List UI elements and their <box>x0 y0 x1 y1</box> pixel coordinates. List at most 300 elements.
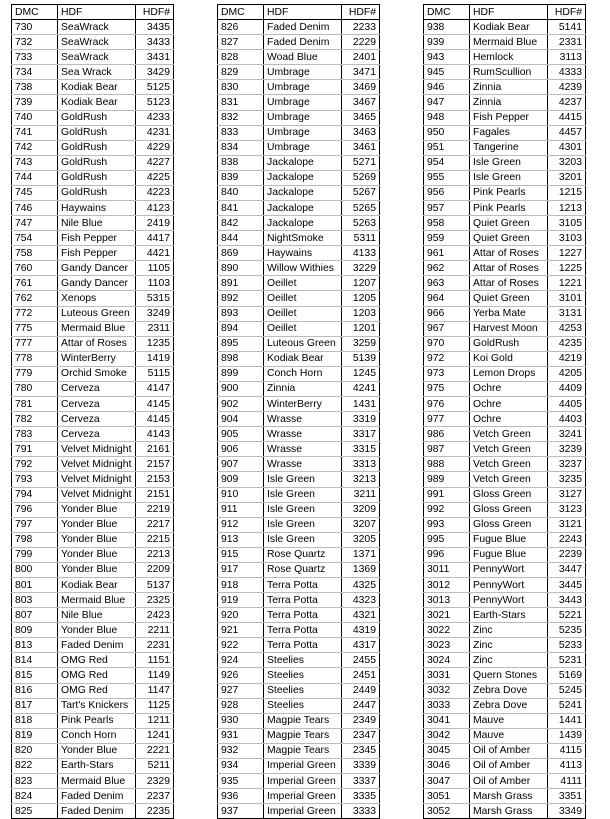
hdf-number: 4417 <box>136 231 174 246</box>
conversion-table-2 <box>217 4 380 819</box>
hdf-name: Ochre <box>470 412 548 427</box>
hdf-number: 4323 <box>342 593 380 608</box>
hdf-name: Wrasse <box>264 427 342 442</box>
header-row <box>218 5 380 20</box>
hdf-number: 2161 <box>136 442 174 457</box>
dmc-code: 924 <box>218 653 264 668</box>
hdf-name: Gandy Dancer <box>58 276 136 291</box>
table-row <box>218 65 380 80</box>
hdf-name: Terra Potta <box>264 577 342 592</box>
hdf-name: Isle Green <box>470 170 548 185</box>
hdf-number: 1215 <box>548 185 586 200</box>
hdf-number: 5315 <box>136 291 174 306</box>
dmc-code: 3042 <box>424 728 470 743</box>
hdf-number: 3123 <box>548 502 586 517</box>
hdf-name: Zinnia <box>470 80 548 95</box>
hdf-name: Wrasse <box>264 412 342 427</box>
hdf-name: Marsh Grass <box>470 804 548 819</box>
conversion-table-1 <box>11 4 174 819</box>
table-row <box>424 170 586 185</box>
hdf-name: PennyWort <box>470 562 548 577</box>
table-row <box>424 321 586 336</box>
hdf-name: Imperial Green <box>264 804 342 819</box>
hdf-name: Steelies <box>264 698 342 713</box>
hdf-number: 4457 <box>548 125 586 140</box>
hdf-name: Quiet Green <box>470 231 548 246</box>
table-row <box>12 125 174 140</box>
hdf-number: 2419 <box>136 216 174 231</box>
table-row <box>424 216 586 231</box>
hdf-name: Oeillet <box>264 321 342 336</box>
dmc-code: 996 <box>424 547 470 562</box>
hdf-name: Yerba Mate <box>470 306 548 321</box>
dmc-code: 989 <box>424 472 470 487</box>
hdf-name: Isle Green <box>264 487 342 502</box>
hdf-number: 5271 <box>342 155 380 170</box>
table-row <box>424 773 586 788</box>
dmc-code: 913 <box>218 532 264 547</box>
table-row <box>12 20 174 35</box>
table-row <box>12 216 174 231</box>
hdf-name: Marsh Grass <box>470 789 548 804</box>
table-row <box>12 683 174 698</box>
table-row <box>12 95 174 110</box>
hdf-number: 5311 <box>342 231 380 246</box>
hdf-name: Magpie Tears <box>264 728 342 743</box>
hdf-name: WinterBerry <box>58 351 136 366</box>
hdf-name: Rose Quartz <box>264 562 342 577</box>
header-row <box>424 5 586 20</box>
hdf-number: 3447 <box>548 562 586 577</box>
dmc-code: 921 <box>218 623 264 638</box>
header-hdf: HDF <box>264 5 342 20</box>
table-row <box>218 653 380 668</box>
table-row <box>12 170 174 185</box>
hdf-name: Quern Stones <box>470 668 548 683</box>
hdf-name: PennyWort <box>470 593 548 608</box>
hdf-number: 3313 <box>342 457 380 472</box>
hdf-name: Isle Green <box>264 472 342 487</box>
dmc-code: 3051 <box>424 789 470 804</box>
table-row <box>218 95 380 110</box>
dmc-code: 899 <box>218 366 264 381</box>
hdf-name: Quiet Green <box>470 291 548 306</box>
table-row <box>218 683 380 698</box>
hdf-number: 1431 <box>342 397 380 412</box>
hdf-number: 3469 <box>342 80 380 95</box>
hdf-name: Mermaid Blue <box>58 593 136 608</box>
hdf-number: 3241 <box>548 427 586 442</box>
table-row <box>424 668 586 683</box>
table-row <box>424 638 586 653</box>
hdf-number: 4241 <box>342 381 380 396</box>
hdf-number: 5211 <box>136 758 174 773</box>
dmc-code: 740 <box>12 110 58 125</box>
hdf-name: Vetch Green <box>470 457 548 472</box>
table-row <box>424 366 586 381</box>
dmc-code: 927 <box>218 683 264 698</box>
hdf-name: PennyWort <box>470 577 548 592</box>
table-row <box>424 20 586 35</box>
dmc-code: 3012 <box>424 577 470 592</box>
dmc-code: 3041 <box>424 713 470 728</box>
dmc-code: 801 <box>12 577 58 592</box>
table-row <box>12 562 174 577</box>
dmc-code: 825 <box>12 804 58 819</box>
hdf-number: 3315 <box>342 442 380 457</box>
hdf-name: Gandy Dancer <box>58 261 136 276</box>
hdf-name: Magpie Tears <box>264 713 342 728</box>
hdf-number: 5115 <box>136 366 174 381</box>
hdf-number: 1241 <box>136 728 174 743</box>
table-row <box>12 336 174 351</box>
hdf-number: 4409 <box>548 381 586 396</box>
dmc-code: 930 <box>218 713 264 728</box>
hdf-number: 2231 <box>136 638 174 653</box>
hdf-number: 3429 <box>136 65 174 80</box>
dmc-code: 891 <box>218 276 264 291</box>
hdf-name: Willow Withies <box>264 261 342 276</box>
dmc-code: 947 <box>424 95 470 110</box>
table-row <box>424 442 586 457</box>
hdf-number: 2229 <box>342 35 380 50</box>
dmc-code: 738 <box>12 80 58 95</box>
table-row <box>12 397 174 412</box>
dmc-code: 931 <box>218 728 264 743</box>
hdf-number: 4333 <box>548 65 586 80</box>
hdf-number: 4223 <box>136 185 174 200</box>
hdf-name: Zebra Dove <box>470 698 548 713</box>
dmc-code: 3023 <box>424 638 470 653</box>
dmc-code: 831 <box>218 95 264 110</box>
dmc-code: 742 <box>12 140 58 155</box>
table-row <box>218 35 380 50</box>
hdf-number: 3229 <box>342 261 380 276</box>
dmc-code: 778 <box>12 351 58 366</box>
hdf-number: 5139 <box>342 351 380 366</box>
hdf-name: Rose Quartz <box>264 547 342 562</box>
dmc-code: 3022 <box>424 623 470 638</box>
hdf-number: 3433 <box>136 35 174 50</box>
table-row <box>218 502 380 517</box>
hdf-number: 5263 <box>342 216 380 231</box>
dmc-code: 962 <box>424 261 470 276</box>
hdf-number: 3463 <box>342 125 380 140</box>
hdf-name: GoldRush <box>470 336 548 351</box>
dmc-code: 779 <box>12 366 58 381</box>
dmc-code: 745 <box>12 185 58 200</box>
hdf-name: Attar of Roses <box>470 261 548 276</box>
hdf-number: 3113 <box>548 50 586 65</box>
hdf-name: SeaWrack <box>58 35 136 50</box>
dmc-code: 3052 <box>424 804 470 819</box>
hdf-name: Isle Green <box>470 155 548 170</box>
hdf-name: Oeillet <box>264 291 342 306</box>
hdf-name: Haywains <box>264 246 342 261</box>
hdf-name: Koi Gold <box>470 351 548 366</box>
header-hdf-number: HDF# <box>136 5 174 20</box>
hdf-number: 3467 <box>342 95 380 110</box>
hdf-name: Umbrage <box>264 110 342 125</box>
table-row <box>424 35 586 50</box>
hdf-name: Cerveza <box>58 427 136 442</box>
dmc-code: 3047 <box>424 773 470 788</box>
hdf-number: 2239 <box>548 547 586 562</box>
hdf-number: 2157 <box>136 457 174 472</box>
hdf-number: 2153 <box>136 472 174 487</box>
hdf-number: 5141 <box>548 20 586 35</box>
table-row <box>424 608 586 623</box>
dmc-code: 915 <box>218 547 264 562</box>
hdf-name: Yonder Blue <box>58 532 136 547</box>
hdf-number: 3239 <box>548 442 586 457</box>
table-row <box>12 231 174 246</box>
hdf-number: 3443 <box>548 593 586 608</box>
dmc-code: 834 <box>218 140 264 155</box>
hdf-number: 4145 <box>136 397 174 412</box>
dmc-code: 741 <box>12 125 58 140</box>
dmc-code: 828 <box>218 50 264 65</box>
hdf-name: Terra Potta <box>264 638 342 653</box>
hdf-name: Nile Blue <box>58 608 136 623</box>
hdf-number: 1207 <box>342 276 380 291</box>
hdf-number: 3339 <box>342 758 380 773</box>
table-row <box>424 728 586 743</box>
dmc-code: 987 <box>424 442 470 457</box>
table-row <box>424 502 586 517</box>
hdf-number: 4237 <box>548 95 586 110</box>
hdf-number: 4325 <box>342 577 380 592</box>
hdf-name: Faded Denim <box>264 35 342 50</box>
table-row <box>424 291 586 306</box>
dmc-code: 3046 <box>424 758 470 773</box>
dmc-code: 986 <box>424 427 470 442</box>
hdf-number: 1151 <box>136 653 174 668</box>
table-row <box>12 743 174 758</box>
hdf-name: Attar of Roses <box>470 276 548 291</box>
hdf-number: 4403 <box>548 412 586 427</box>
hdf-name: Zinc <box>470 623 548 638</box>
dmc-code: 948 <box>424 110 470 125</box>
dmc-code: 840 <box>218 185 264 200</box>
hdf-name: Oeillet <box>264 306 342 321</box>
hdf-number: 4133 <box>342 246 380 261</box>
dmc-code: 895 <box>218 336 264 351</box>
dmc-code: 782 <box>12 412 58 427</box>
table-row <box>12 155 174 170</box>
table-row <box>218 698 380 713</box>
table-row <box>424 351 586 366</box>
dmc-code: 3032 <box>424 683 470 698</box>
hdf-number: 3101 <box>548 291 586 306</box>
hdf-number: 2451 <box>342 668 380 683</box>
hdf-number: 3259 <box>342 336 380 351</box>
hdf-number: 3201 <box>548 170 586 185</box>
hdf-name: Hemlock <box>470 50 548 65</box>
hdf-name: Kodiak Bear <box>58 577 136 592</box>
hdf-number: 5169 <box>548 668 586 683</box>
hdf-name: RumScullion <box>470 65 548 80</box>
hdf-name: OMG Red <box>58 668 136 683</box>
hdf-number: 4229 <box>136 140 174 155</box>
table-row <box>12 532 174 547</box>
table-row <box>218 80 380 95</box>
table-row <box>12 773 174 788</box>
table-row <box>424 698 586 713</box>
table-row <box>12 276 174 291</box>
dmc-code: 869 <box>218 246 264 261</box>
dmc-code: 800 <box>12 562 58 577</box>
dmc-code: 910 <box>218 487 264 502</box>
hdf-name: Gloss Green <box>470 487 548 502</box>
hdf-number: 4321 <box>342 608 380 623</box>
hdf-name: Fish Pepper <box>58 231 136 246</box>
dmc-code: 777 <box>12 336 58 351</box>
dmc-code: 926 <box>218 668 264 683</box>
hdf-number: 2243 <box>548 532 586 547</box>
hdf-name: Lemon Drops <box>470 366 548 381</box>
table-row <box>218 623 380 638</box>
hdf-number: 4227 <box>136 155 174 170</box>
hdf-number: 1225 <box>548 261 586 276</box>
hdf-number: 3317 <box>342 427 380 442</box>
hdf-number: 3131 <box>548 306 586 321</box>
hdf-name: Kodiak Bear <box>470 20 548 35</box>
dmc-code: 992 <box>424 502 470 517</box>
table-row <box>12 668 174 683</box>
table-row <box>218 773 380 788</box>
hdf-number: 4301 <box>548 140 586 155</box>
hdf-number: 1211 <box>136 713 174 728</box>
hdf-number: 1149 <box>136 668 174 683</box>
dmc-code: 813 <box>12 638 58 653</box>
table-row <box>424 517 586 532</box>
dmc-code: 783 <box>12 427 58 442</box>
table-row <box>424 306 586 321</box>
hdf-name: Conch Horn <box>264 366 342 381</box>
table-row <box>424 80 586 95</box>
dmc-code: 807 <box>12 608 58 623</box>
table-row <box>424 487 586 502</box>
table-row <box>424 427 586 442</box>
dmc-code: 959 <box>424 231 470 246</box>
table-row <box>424 95 586 110</box>
table-row <box>218 155 380 170</box>
table-row <box>12 291 174 306</box>
table-row <box>218 201 380 216</box>
dmc-code: 945 <box>424 65 470 80</box>
hdf-name: Pink Pearls <box>470 201 548 216</box>
dmc-code: 734 <box>12 65 58 80</box>
dmc-code: 905 <box>218 427 264 442</box>
hdf-number: 1441 <box>548 713 586 728</box>
hdf-number: 2325 <box>136 593 174 608</box>
hdf-number: 1147 <box>136 683 174 698</box>
hdf-number: 1105 <box>136 261 174 276</box>
hdf-number: 2233 <box>342 20 380 35</box>
hdf-number: 3249 <box>136 306 174 321</box>
dmc-code: 904 <box>218 412 264 427</box>
table-row <box>12 35 174 50</box>
hdf-number: 2423 <box>136 608 174 623</box>
hdf-number: 3205 <box>342 532 380 547</box>
hdf-number: 4145 <box>136 412 174 427</box>
dmc-code: 830 <box>218 80 264 95</box>
hdf-name: GoldRush <box>58 170 136 185</box>
table-row <box>218 20 380 35</box>
hdf-number: 2349 <box>342 713 380 728</box>
hdf-number: 4235 <box>548 336 586 351</box>
dmc-code: 815 <box>12 668 58 683</box>
hdf-name: Sea Wrack <box>58 65 136 80</box>
dmc-code: 934 <box>218 758 264 773</box>
header-row <box>12 5 174 20</box>
dmc-code: 958 <box>424 216 470 231</box>
hdf-name: Vetch Green <box>470 472 548 487</box>
dmc-code: 937 <box>218 804 264 819</box>
hdf-number: 3213 <box>342 472 380 487</box>
hdf-name: Pink Pearls <box>470 185 548 200</box>
hdf-name: Jackalope <box>264 201 342 216</box>
table-row <box>424 336 586 351</box>
hdf-number: 3445 <box>548 577 586 592</box>
table-row <box>424 50 586 65</box>
hdf-name: Magpie Tears <box>264 743 342 758</box>
dmc-code: 995 <box>424 532 470 547</box>
dmc-code: 3024 <box>424 653 470 668</box>
table-row <box>424 683 586 698</box>
hdf-name: Velvet Midnight <box>58 487 136 502</box>
hdf-name: OMG Red <box>58 653 136 668</box>
table-row <box>12 577 174 592</box>
hdf-name: GoldRush <box>58 140 136 155</box>
dmc-code: 3045 <box>424 743 470 758</box>
hdf-name: Xenops <box>58 291 136 306</box>
table-row <box>12 201 174 216</box>
dmc-code: 733 <box>12 50 58 65</box>
dmc-code: 918 <box>218 577 264 592</box>
dmc-code: 957 <box>424 201 470 216</box>
hdf-name: Earth-Stars <box>58 758 136 773</box>
dmc-code: 832 <box>218 110 264 125</box>
hdf-number: 4143 <box>136 427 174 442</box>
hdf-name: Yonder Blue <box>58 623 136 638</box>
table-row <box>12 728 174 743</box>
table-row <box>218 804 380 819</box>
hdf-number: 5137 <box>136 577 174 592</box>
table-row <box>424 758 586 773</box>
table-row <box>218 547 380 562</box>
hdf-name: Mauve <box>470 728 548 743</box>
dmc-code: 909 <box>218 472 264 487</box>
table-row <box>218 638 380 653</box>
hdf-number: 2329 <box>136 773 174 788</box>
hdf-name: Fugue Blue <box>470 547 548 562</box>
hdf-number: 2209 <box>136 562 174 577</box>
table-row <box>218 351 380 366</box>
table-row <box>218 366 380 381</box>
dmc-code: 796 <box>12 502 58 517</box>
hdf-name: Fish Pepper <box>58 246 136 261</box>
hdf-name: Zinc <box>470 653 548 668</box>
hdf-name: NightSmoke <box>264 231 342 246</box>
hdf-number: 2219 <box>136 502 174 517</box>
dmc-code: 819 <box>12 728 58 743</box>
table-row <box>218 261 380 276</box>
hdf-number: 2211 <box>136 623 174 638</box>
table-row <box>424 140 586 155</box>
hdf-name: Imperial Green <box>264 758 342 773</box>
